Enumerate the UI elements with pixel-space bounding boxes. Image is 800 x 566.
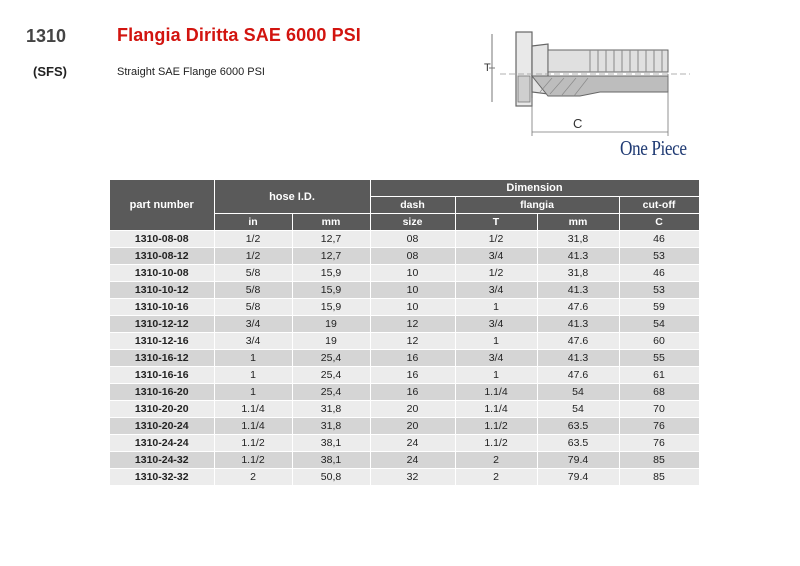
- cell-part-number: 1310-10-16: [110, 299, 214, 316]
- cell-hose-mm: 31,8: [292, 418, 370, 435]
- cell-dash-size: 20: [370, 401, 455, 418]
- header-hose-id: hose I.D.: [214, 180, 370, 214]
- cell-part-number: 1310-24-32: [110, 452, 214, 469]
- cell-flangia-t: 1.1/2: [455, 435, 537, 452]
- label-c: C: [573, 116, 583, 131]
- cell-flangia-t: 1: [455, 299, 537, 316]
- table-row: [110, 350, 699, 367]
- cell-part-number: 1310-16-20: [110, 384, 214, 401]
- cell-cutoff-c: 85: [619, 469, 699, 486]
- cell-hose-in: 2: [214, 469, 292, 486]
- header-cutoff: cut-off: [619, 197, 699, 214]
- cell-part-number: 1310-08-08: [110, 231, 214, 248]
- cell-hose-mm: 38,1: [292, 452, 370, 469]
- spec-table: [110, 180, 700, 486]
- cell-dash-size: 16: [370, 384, 455, 401]
- cell-flangia-mm: 63.5: [537, 418, 619, 435]
- cell-hose-in: 5/8: [214, 265, 292, 282]
- cell-hose-in: 1: [214, 350, 292, 367]
- cell-flangia-t: 1.1/4: [455, 384, 537, 401]
- table-row: [110, 367, 699, 384]
- cell-hose-in: 5/8: [214, 299, 292, 316]
- cell-part-number: 1310-10-12: [110, 282, 214, 299]
- cell-flangia-t: 1: [455, 333, 537, 350]
- cell-hose-in: 1: [214, 384, 292, 401]
- cell-hose-in: 1/2: [214, 231, 292, 248]
- cell-dash-size: 08: [370, 248, 455, 265]
- cell-hose-in: 1.1/2: [214, 452, 292, 469]
- cell-flangia-mm: 47.6: [537, 333, 619, 350]
- cell-hose-in: 1/2: [214, 248, 292, 265]
- table-row: [110, 401, 699, 418]
- table-row: [110, 469, 699, 486]
- cell-flangia-t: 3/4: [455, 248, 537, 265]
- table-row: [110, 265, 699, 282]
- cell-flangia-t: 1/2: [455, 265, 537, 282]
- header-in: in: [214, 214, 292, 231]
- cell-flangia-mm: 41.3: [537, 316, 619, 333]
- product-abbreviation: (SFS): [33, 64, 67, 79]
- cell-dash-size: 24: [370, 452, 455, 469]
- table-row: [110, 248, 699, 265]
- cell-dash-size: 10: [370, 299, 455, 316]
- cell-dash-size: 24: [370, 435, 455, 452]
- cell-flangia-mm: 31,8: [537, 231, 619, 248]
- table-row: [110, 435, 699, 452]
- cell-cutoff-c: 53: [619, 282, 699, 299]
- cell-flangia-mm: 47.6: [537, 367, 619, 384]
- cell-flangia-mm: 54: [537, 384, 619, 401]
- cell-dash-size: 16: [370, 367, 455, 384]
- cell-cutoff-c: 76: [619, 418, 699, 435]
- table-row: [110, 418, 699, 435]
- cell-hose-mm: 12,7: [292, 248, 370, 265]
- cell-flangia-t: 3/4: [455, 316, 537, 333]
- cell-flangia-t: 2: [455, 452, 537, 469]
- cell-flangia-mm: 41.3: [537, 350, 619, 367]
- cell-cutoff-c: 54: [619, 316, 699, 333]
- cell-flangia-mm: 31,8: [537, 265, 619, 282]
- table-row: [110, 282, 699, 299]
- cell-hose-in: 5/8: [214, 282, 292, 299]
- cell-part-number: 1310-20-20: [110, 401, 214, 418]
- header-flangia: flangia: [455, 197, 619, 214]
- cell-hose-in: 1.1/4: [214, 418, 292, 435]
- cell-cutoff-c: 46: [619, 265, 699, 282]
- cell-hose-mm: 15,9: [292, 282, 370, 299]
- table-row: [110, 231, 699, 248]
- cell-hose-mm: 19: [292, 333, 370, 350]
- cell-flangia-mm: 63.5: [537, 435, 619, 452]
- product-subtitle: Straight SAE Flange 6000 PSI: [117, 66, 265, 78]
- cell-part-number: 1310-20-24: [110, 418, 214, 435]
- cell-dash-size: 20: [370, 418, 455, 435]
- cell-flangia-mm: 47.6: [537, 299, 619, 316]
- cell-hose-in: 3/4: [214, 333, 292, 350]
- cell-flangia-t: 1.1/4: [455, 401, 537, 418]
- cell-flangia-t: 2: [455, 469, 537, 486]
- cell-cutoff-c: 55: [619, 350, 699, 367]
- cell-cutoff-c: 76: [619, 435, 699, 452]
- cell-hose-mm: 15,9: [292, 299, 370, 316]
- cell-part-number: 1310-16-16: [110, 367, 214, 384]
- header-mm-flangia: mm: [537, 214, 619, 231]
- cell-hose-mm: 25,4: [292, 350, 370, 367]
- cell-flangia-mm: 54: [537, 401, 619, 418]
- cell-flangia-t: 3/4: [455, 282, 537, 299]
- table-row: [110, 452, 699, 469]
- table-row: [110, 316, 699, 333]
- cell-hose-mm: 19: [292, 316, 370, 333]
- cell-flangia-mm: 79.4: [537, 469, 619, 486]
- cell-hose-mm: 12,7: [292, 231, 370, 248]
- header-mm: mm: [292, 214, 370, 231]
- label-t: T: [484, 62, 491, 74]
- cell-dash-size: 08: [370, 231, 455, 248]
- cell-part-number: 1310-16-12: [110, 350, 214, 367]
- cell-hose-in: 1: [214, 367, 292, 384]
- cell-part-number: 1310-32-32: [110, 469, 214, 486]
- cell-dash-size: 12: [370, 316, 455, 333]
- cell-flangia-mm: 41.3: [537, 248, 619, 265]
- product-title: Flangia Diritta SAE 6000 PSI: [117, 25, 361, 45]
- cell-flangia-mm: 79.4: [537, 452, 619, 469]
- cell-cutoff-c: 60: [619, 333, 699, 350]
- cell-flangia-mm: 41.3: [537, 282, 619, 299]
- cell-flangia-t: 1: [455, 367, 537, 384]
- cell-hose-mm: 15,9: [292, 265, 370, 282]
- header-part-number: part number: [110, 180, 214, 231]
- cell-part-number: 1310-08-12: [110, 248, 214, 265]
- cell-cutoff-c: 61: [619, 367, 699, 384]
- one-piece-caption: One Piece: [620, 136, 687, 160]
- spec-table-body: [110, 231, 699, 486]
- cell-cutoff-c: 59: [619, 299, 699, 316]
- cell-hose-mm: 31,8: [292, 401, 370, 418]
- table-row: [110, 333, 699, 350]
- cell-cutoff-c: 70: [619, 401, 699, 418]
- cell-dash-size: 10: [370, 265, 455, 282]
- cell-part-number: 1310-10-08: [110, 265, 214, 282]
- cell-dash-size: 12: [370, 333, 455, 350]
- cell-hose-mm: 25,4: [292, 384, 370, 401]
- cell-dash-size: 32: [370, 469, 455, 486]
- cell-hose-mm: 38,1: [292, 435, 370, 452]
- cell-part-number: 1310-12-16: [110, 333, 214, 350]
- cell-hose-mm: 25,4: [292, 367, 370, 384]
- cell-hose-in: 3/4: [214, 316, 292, 333]
- cell-cutoff-c: 68: [619, 384, 699, 401]
- cell-dash-size: 10: [370, 282, 455, 299]
- cell-part-number: 1310-24-24: [110, 435, 214, 452]
- cell-cutoff-c: 46: [619, 231, 699, 248]
- product-code: 1310: [26, 26, 67, 46]
- cell-cutoff-c: 85: [619, 452, 699, 469]
- header-dimension: Dimension: [370, 180, 699, 197]
- header-size: size: [370, 214, 455, 231]
- header-dash: dash: [370, 197, 455, 214]
- cell-flangia-t: 3/4: [455, 350, 537, 367]
- cell-part-number: 1310-12-12: [110, 316, 214, 333]
- cell-hose-in: 1.1/4: [214, 401, 292, 418]
- cell-flangia-t: 1.1/2: [455, 418, 537, 435]
- header-c: C: [619, 214, 699, 231]
- cell-flangia-t: 1/2: [455, 231, 537, 248]
- cell-hose-in: 1.1/2: [214, 435, 292, 452]
- table-row: [110, 384, 699, 401]
- cell-hose-mm: 50,8: [292, 469, 370, 486]
- table-row: [110, 299, 699, 316]
- header-t: T: [455, 214, 537, 231]
- cell-cutoff-c: 53: [619, 248, 699, 265]
- cell-dash-size: 16: [370, 350, 455, 367]
